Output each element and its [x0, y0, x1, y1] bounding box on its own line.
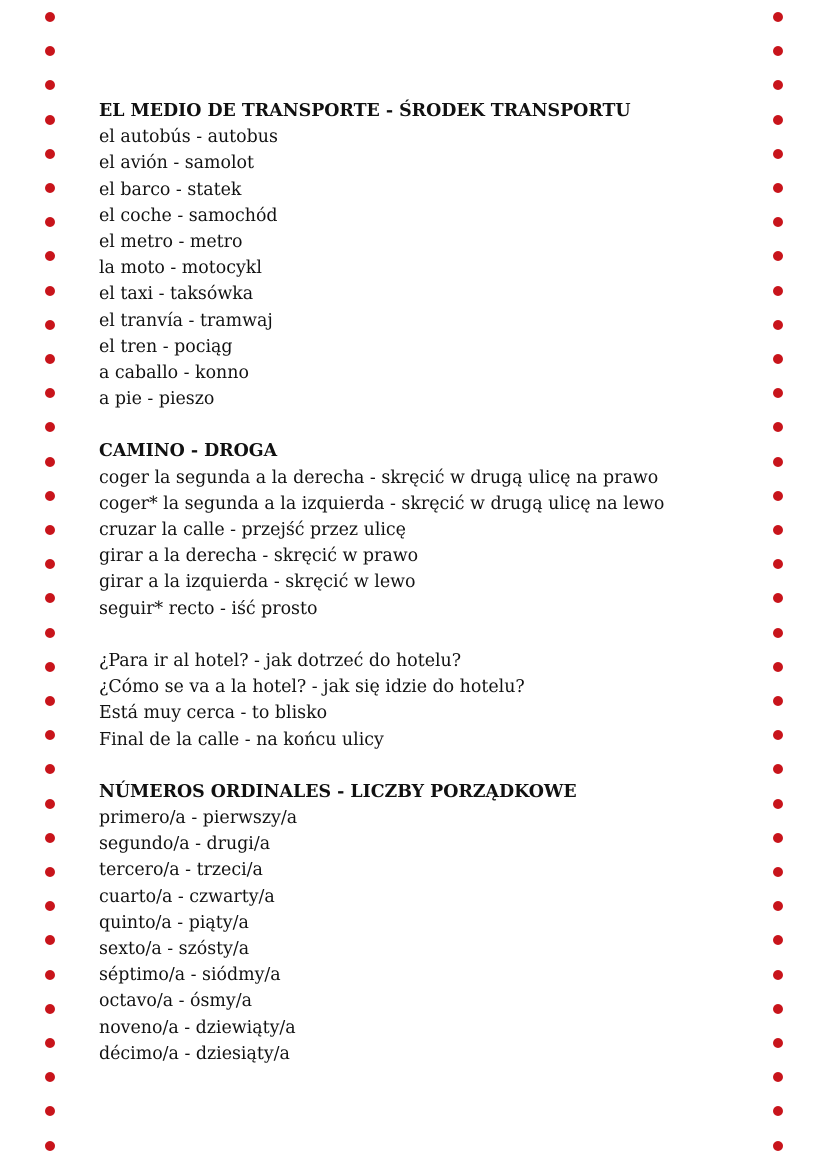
- border-dot: [45, 491, 55, 501]
- border-dot: [773, 593, 783, 603]
- border-dot: [773, 730, 783, 740]
- border-dot: [45, 559, 55, 569]
- section-directions: [99, 438, 759, 621]
- border-dot: [45, 422, 55, 432]
- vocab-line: el tranvía - tramwaj: [99, 310, 273, 331]
- border-dot: [45, 286, 55, 296]
- border-dot: [45, 764, 55, 774]
- border-dot: [773, 491, 783, 501]
- section-phrases: [99, 648, 759, 753]
- border-dot: [45, 320, 55, 330]
- border-dot: [773, 799, 783, 809]
- vocab-line: girar a la izquierda - skręcić w lewo: [99, 572, 416, 593]
- vocab-line: el metro - metro: [99, 231, 243, 252]
- border-dot: [773, 46, 783, 56]
- border-dot: [773, 901, 783, 911]
- vocab-line: seguir* recto - iść prosto: [99, 598, 318, 619]
- border-dot: [773, 970, 783, 980]
- border-dot: [773, 251, 783, 261]
- border-dot: [773, 696, 783, 706]
- vocab-line: cuarto/a - czwarty/a: [99, 886, 275, 907]
- vocab-line: el autobús - autobus: [99, 127, 278, 148]
- border-dot: [45, 833, 55, 843]
- border-dot: [45, 935, 55, 945]
- border-dot: [773, 764, 783, 774]
- border-dot: [773, 935, 783, 945]
- border-dot: [773, 422, 783, 432]
- vocab-line: séptimo/a - siódmy/a: [99, 965, 281, 986]
- right-dot-border: [773, 0, 783, 1171]
- border-dot: [45, 354, 55, 364]
- border-dot: [773, 1072, 783, 1082]
- border-dot: [773, 217, 783, 227]
- vocab-line: octavo/a - ósmy/a: [99, 991, 252, 1012]
- vocab-line: a pie - pieszo: [99, 389, 215, 410]
- border-dot: [45, 149, 55, 159]
- left-dot-border: [45, 0, 55, 1171]
- border-dot: [773, 12, 783, 22]
- vocab-line: primero/a - pierwszy/a: [99, 808, 298, 829]
- vocab-line: segundo/a - drugi/a: [99, 834, 271, 855]
- section-heading: NÚMEROS ORDINALES - LICZBY PORZĄDKOWE: [99, 781, 577, 802]
- border-dot: [45, 696, 55, 706]
- border-dot: [773, 833, 783, 843]
- border-dot: [773, 525, 783, 535]
- vocab-line: el coche - samochód: [99, 205, 278, 226]
- border-dot: [773, 286, 783, 296]
- border-dot: [45, 46, 55, 56]
- vocabulary-content: [99, 98, 759, 1067]
- border-dot: [45, 80, 55, 90]
- vocab-line: el barco - statek: [99, 179, 242, 200]
- border-dot: [45, 662, 55, 672]
- vocab-line: el tren - pociąg: [99, 336, 233, 357]
- border-dot: [45, 593, 55, 603]
- border-dot: [45, 799, 55, 809]
- border-dot: [45, 457, 55, 467]
- border-dot: [773, 320, 783, 330]
- vocab-line: a caballo - konno: [99, 362, 249, 383]
- border-dot: [773, 115, 783, 125]
- section-heading: EL MEDIO DE TRANSPORTE - ŚRODEK TRANSPORTU: [99, 101, 631, 121]
- vocab-line: Está muy cerca - to blisko: [99, 703, 328, 724]
- section-ordinals: [99, 779, 759, 1067]
- border-dot: [773, 628, 783, 638]
- border-dot: [45, 970, 55, 980]
- border-dot: [45, 251, 55, 261]
- section-transport: [99, 98, 759, 412]
- vocab-line: sexto/a - szósty/a: [99, 939, 250, 959]
- border-dot: [45, 1106, 55, 1116]
- border-dot: [773, 867, 783, 877]
- border-dot: [45, 183, 55, 193]
- border-dot: [45, 1141, 55, 1151]
- border-dot: [45, 867, 55, 877]
- border-dot: [773, 354, 783, 364]
- vocab-line: noveno/a - dziewiąty/a: [99, 1017, 296, 1038]
- vocab-line: ¿Cómo se va a la hotel? - jak się idzie do hotelu?: [99, 677, 525, 698]
- border-dot: [773, 1141, 783, 1151]
- border-dot: [773, 388, 783, 398]
- border-dot: [773, 149, 783, 159]
- vocab-line: la moto - motocykl: [99, 258, 262, 279]
- border-dot: [45, 217, 55, 227]
- border-dot: [773, 457, 783, 467]
- vocab-line: coger la segunda a la derecha - skręcić w drugą ulicę na prawo: [99, 467, 659, 488]
- vocab-line: el taxi - taksówka: [99, 284, 254, 305]
- border-dot: [773, 1004, 783, 1014]
- section-heading: CAMINO - DROGA: [99, 441, 278, 462]
- border-dot: [45, 525, 55, 535]
- border-dot: [45, 1004, 55, 1014]
- border-dot: [773, 662, 783, 672]
- vocab-line: quinto/a - piąty/a: [99, 912, 249, 933]
- vocab-line: cruzar la calle - przejść przez ulicę: [99, 520, 406, 540]
- vocab-line: coger* la segunda a la izquierda - skręcić w drugą ulicę na lewo: [99, 493, 665, 514]
- border-dot: [45, 901, 55, 911]
- vocab-line: tercero/a - trzeci/a: [99, 860, 263, 881]
- vocab-line: Final de la calle - na końcu ulicy: [99, 729, 384, 750]
- border-dot: [773, 559, 783, 569]
- border-dot: [773, 183, 783, 193]
- vocab-line: ¿Para ir al hotel? - jak dotrzeć do hotelu?: [99, 650, 462, 671]
- border-dot: [45, 730, 55, 740]
- border-dot: [773, 80, 783, 90]
- vocab-line: décimo/a - dziesiąty/a: [99, 1043, 290, 1064]
- vocab-line: girar a la derecha - skręcić w prawo: [99, 546, 419, 567]
- border-dot: [773, 1038, 783, 1048]
- border-dot: [45, 388, 55, 398]
- border-dot: [45, 628, 55, 638]
- border-dot: [45, 1072, 55, 1082]
- border-dot: [45, 115, 55, 125]
- border-dot: [45, 1038, 55, 1048]
- border-dot: [45, 12, 55, 22]
- vocab-line: el avión - samolot: [99, 153, 255, 174]
- border-dot: [773, 1106, 783, 1116]
